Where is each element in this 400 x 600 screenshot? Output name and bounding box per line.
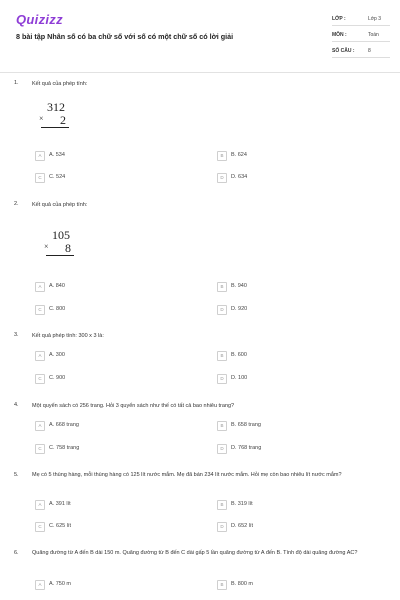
option-letter-box: C <box>35 173 45 183</box>
question-number: 5. <box>14 472 19 478</box>
option-letter-box: B <box>217 500 227 510</box>
multiplicand: 105 <box>52 228 70 242</box>
option-letter-box: A <box>35 580 45 590</box>
option-text: C. 758 trang <box>49 445 80 451</box>
option-text: D. 920 <box>231 306 248 312</box>
option-letter-box: D <box>217 173 227 183</box>
question-text: Một quyển sách có 256 trang. Hỏi 3 quyển sách như thế có tất cả bao nhiêu trang? <box>32 403 235 409</box>
multiplier: 8 <box>65 241 71 255</box>
option-text: B. 800 m <box>231 581 254 587</box>
option-text: A. 750 m <box>49 581 72 587</box>
option-letter-box: D <box>217 522 227 532</box>
meta-count-value: 8 <box>368 48 371 54</box>
header-separator <box>0 72 400 73</box>
option-letter-box: B <box>217 580 227 590</box>
meta-subject-label: MÔN : <box>332 32 347 38</box>
option-letter-box: B <box>217 351 227 361</box>
option-text: C. 524 <box>49 174 66 180</box>
option-letter-box: D <box>217 444 227 454</box>
option-text: D. 634 <box>231 174 248 180</box>
option-text: A. 300 <box>49 352 65 358</box>
option-letter-box: C <box>35 522 45 532</box>
result-line <box>46 255 74 256</box>
multiplicand: 312 <box>47 100 65 114</box>
option-text: B. 940 <box>231 283 247 289</box>
question-text: Kết quả của phép tính: <box>32 202 88 208</box>
meta-grade-value: Lớp 3 <box>368 16 382 22</box>
meta-grade-label: LỚP : <box>332 16 346 22</box>
option-letter-box: D <box>217 305 227 315</box>
question-text: Mẹ có 5 thùng hàng, mỗi thùng hàng có 125 lít nước mắm. Mẹ đã bán 234 lít nước mắm. Hỏi mẹ còn bao nhiêu lít nước mắm? <box>32 472 342 478</box>
multiply-sign: × <box>44 242 49 251</box>
meta-divider <box>332 41 390 42</box>
option-text: C. 900 <box>49 375 66 381</box>
option-letter-box: C <box>35 305 45 315</box>
option-text: C. 625 lít <box>49 523 72 529</box>
option-letter-box: B <box>217 421 227 431</box>
question-number: 1. <box>14 80 19 86</box>
option-letter-box: A <box>35 500 45 510</box>
question-text: Kết quả của phép tính: <box>32 81 88 87</box>
meta-subject-value: Toán <box>368 32 379 38</box>
multiply-sign: × <box>39 114 44 123</box>
option-text: B. 600 <box>231 352 247 358</box>
option-letter-box: D <box>217 374 227 384</box>
option-text: B. 319 lít <box>231 501 253 507</box>
option-text: A. 534 <box>49 152 65 158</box>
quizizz-logo: Quizizz <box>16 12 63 27</box>
option-text: B. 624 <box>231 152 247 158</box>
meta-divider <box>332 57 390 58</box>
option-letter-box: C <box>35 444 45 454</box>
question-number: 6. <box>14 550 19 556</box>
question-number: 2. <box>14 201 19 207</box>
option-letter-box: A <box>35 421 45 431</box>
option-text: B. 658 trang <box>231 422 261 428</box>
question-number: 3. <box>14 332 19 338</box>
question-text: Quãng đường từ A đến B dài 150 m. Quãng đường từ B đến C dài gấp 5 lần quãng đường từ A đến B. Tính độ dài quãng đường AC? <box>32 550 358 556</box>
option-text: D. 768 trang <box>231 445 262 451</box>
option-text: C. 800 <box>49 306 66 312</box>
worksheet-title: 8 bài tập Nhân số có ba chữ số với số có một chữ số có lời giải <box>16 32 234 41</box>
option-letter-box: B <box>217 151 227 161</box>
option-letter-box: B <box>217 282 227 292</box>
multiplier: 2 <box>60 113 66 127</box>
meta-count-label: SỐ CÂU : <box>332 48 355 54</box>
question-text: Kết quả phép tính: 300 x 3 là: <box>32 333 104 339</box>
result-line <box>41 127 69 128</box>
option-text: D. 652 lít <box>231 523 254 529</box>
option-text: A. 840 <box>49 283 65 289</box>
option-letter-box: A <box>35 282 45 292</box>
option-letter-box: A <box>35 151 45 161</box>
option-text: D. 100 <box>231 375 248 381</box>
option-text: A. 668 trang <box>49 422 79 428</box>
option-text: A. 391 lít <box>49 501 71 507</box>
option-letter-box: C <box>35 374 45 384</box>
meta-divider <box>332 25 390 26</box>
option-letter-box: A <box>35 351 45 361</box>
worksheet-header <box>0 0 400 68</box>
question-number: 4. <box>14 402 19 408</box>
